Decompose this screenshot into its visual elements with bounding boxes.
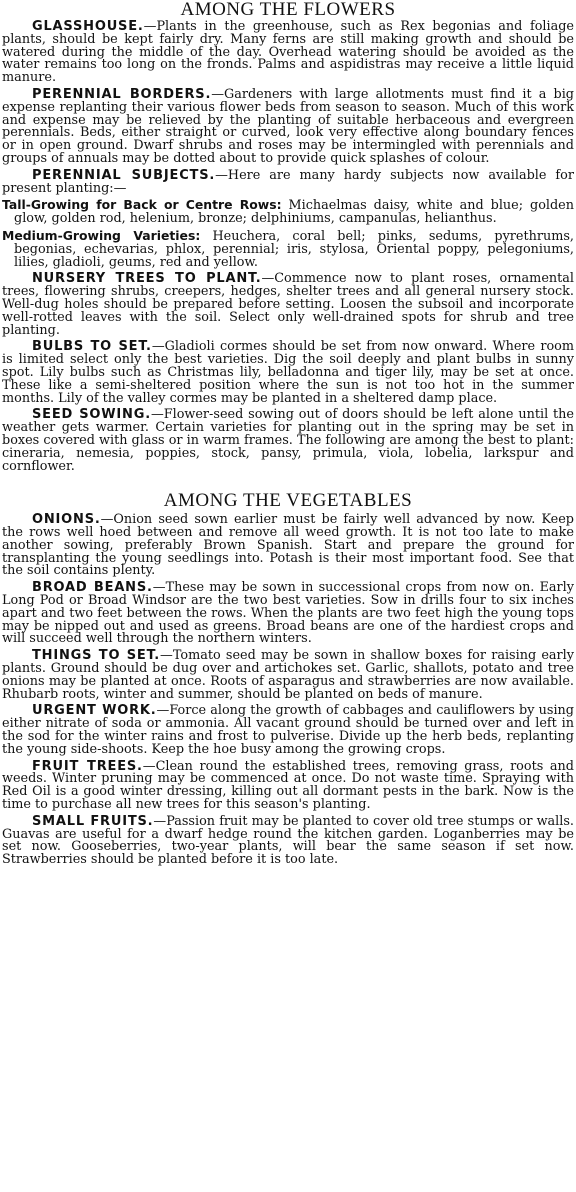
- tall-growing-text: Michaelmas daisy, white and blue; golden glow, golden rod, helenium, bronze; delphiniums, campanulas, helianthus.: [14, 198, 574, 227]
- onions-heading: ONIONS.: [32, 512, 101, 528]
- seed-sowing-text: —Flower-seed sowing out of doors should be left alone until the weather gets warmer. Certain varieties for planting out in the spring may be set in boxes covered with glass or in warm frames. The following are among the best to plant: cineraria, nemesia, poppies, stock, pansy, primula, viola, lobelia, larkspur and cornflower.: [2, 407, 574, 474]
- small-fruits-text: —Passion fruit may be planted to cover old tree stumps or walls. Guavas are useful for a dwarf hedge round the kitchen garden. Loganberries may be set now. Gooseberries, two-year plants, will bear the same season if set now. Strawberries should be planted before it is too late.: [2, 813, 575, 868]
- medium-growing-list: [2, 227, 574, 270]
- tall-growing-list: [2, 199, 574, 226]
- seed-sowing-heading: SEED SOWING.: [32, 407, 151, 423]
- glasshouse-paragraph: [2, 21, 574, 85]
- things-to-set-text: —Tomato seed may be sown in shallow boxes for raising early plants. Ground should be dug over and artichokes set. Garlic, shallots, potato and tree onions may be planted at once. Roots of asparagus and strawberries are now available. Rhubarb roots, winter and summer, should be planted on beds of manure.: [2, 648, 574, 702]
- small-fruits-heading: SMALL FRUITS.: [32, 813, 154, 829]
- onions-text: —Onion seed sown earlier must be fairly well advanced by now. Keep the rows well hoed between and remove all weed growth. It is not too late to make another sowing, preferably Brown Spanish. Start and prepare the ground for transplanting the young seedlings into. Potash is their most important food. See that the soil contains plenty.: [2, 512, 574, 579]
- broad-beans-heading: BROAD BEANS.: [32, 580, 153, 596]
- perennial-borders-paragraph: [2, 86, 574, 166]
- perennial-subjects-paragraph: [2, 167, 574, 196]
- perennial-borders-heading: PERENNIAL BORDERS.: [32, 86, 212, 102]
- glasshouse-text: —Plants in the greenhouse, such as Rex begonias and foliage plants, should be kept fairly dry. Many ferns are still making growth and should be watered during the middle of the day. Overhead watering should be avoided as the water remains too long on the fronds. Palms and aspidistras may receive a little liquid manure.: [2, 19, 574, 86]
- seed-sowing-paragraph: [2, 409, 574, 473]
- bulbs-heading: BULBS TO SET.: [32, 339, 152, 355]
- urgent-work-paragraph: [2, 705, 574, 756]
- medium-growing-label: Medium-Growing Varieties:: [2, 227, 201, 243]
- fruit-trees-text: —Clean round the established trees, removing grass, roots and weeds. Winter pruning may be commenced at once. Do not waste time. Spraying with Red Oil is a good winter dressing, killing out all dormant pests in the bark. Now is the time to purchase all new trees for this season's planting.: [2, 758, 574, 813]
- fruit-trees-paragraph: [2, 758, 574, 813]
- onions-paragraph: [2, 514, 574, 578]
- fruit-trees-heading: FRUIT TREES.: [32, 758, 143, 774]
- bulbs-text: —Gladioli cormes should be set from now onward. Where room is limited select only the best varieties. Dig the soil deeply and plant bulbs in sunny spot. Lily bulbs such as Christmas lily, belladonna and tiger lily, may be set at once. These like a semi-sheltered position where the sun is not too hot in the summer months. Lily of the valley cormes may be planted in a sheltered damp place.: [2, 339, 575, 406]
- broad-beans-text: —These may be sown in successional crops from now on. Early Long Pod or Broad Windsor are the two best varieties. Sow in drills four to six inches apart and two feet between the rows. When the plants are two feet high the young tops may be nipped out and used as greens. Broad beans are one of the hardiest crops and will succeed well through the northern winters.: [2, 580, 574, 647]
- perennial-subjects-heading: PERENNIAL SUBJECTS.: [32, 167, 216, 183]
- nursery-trees-heading: NURSERY TREES TO PLANT.: [32, 271, 262, 287]
- broad-beans-paragraph: [2, 582, 574, 646]
- nursery-trees-paragraph: [2, 273, 574, 337]
- things-to-set-heading: THINGS TO SET.: [32, 648, 161, 664]
- small-fruits-paragraph: [2, 813, 575, 868]
- perennial-subjects-text: —Here are many hardy subjects now available for present planting:—: [2, 167, 574, 196]
- perennial-borders-text: —Gardeners with large allotments must find it a big expense replanting their various flower beds from season to season. Much of this work and expense may be relieved by the planting of suitable herbaceous and evergreen perennials. Beds, either straight or curved, look very effective along boundary fences or in open ground. Dwarf shrubs and roses may be intermingled with perennials and groups of annuals may be dotted about to provide quick splashes of colour.: [2, 86, 574, 166]
- medium-growing-text: Heuchera, coral bell; pinks, sedums, pyrethrums, begonias, echevarias, phlox, perennial; iris, stylosa, Oriental poppy, pelegoniums, lilies, gladioli, geums, red and yellow.: [14, 228, 574, 270]
- urgent-work-heading: URGENT WORK.: [32, 703, 157, 719]
- things-to-set-paragraph: [2, 650, 574, 701]
- bulbs-paragraph: [2, 341, 574, 405]
- nursery-trees-text: —Commence now to plant roses, ornamental trees, flowering shrubs, creepers, hedges, shelter trees and all general nursery stock. Well-dug holes should be prepared before setting. Loosen the subsoil and incorporate well-rotted leaves with the soil. Select only well-drained spots for shrub and tree planting.: [2, 271, 574, 338]
- glasshouse-heading: GLASSHOUSE.: [32, 19, 144, 34]
- flowers-section-title: AMONG THE FLOWERS: [180, 0, 396, 20]
- tall-growing-label: Tall-Growing for Back or Centre Rows:: [2, 197, 282, 213]
- vegetables-section-title: AMONG THE VEGETABLES: [163, 490, 413, 512]
- urgent-work-text: —Force along the growth of cabbages and cauliflowers by using either nitrate of soda or ammonia. All vacant ground should be turned over and left in the sod for the winter rains and frost to pulverise. Divide up the herb beds, replanting the young side-shoots. Keep the hoe busy among the growing crops.: [2, 703, 574, 757]
